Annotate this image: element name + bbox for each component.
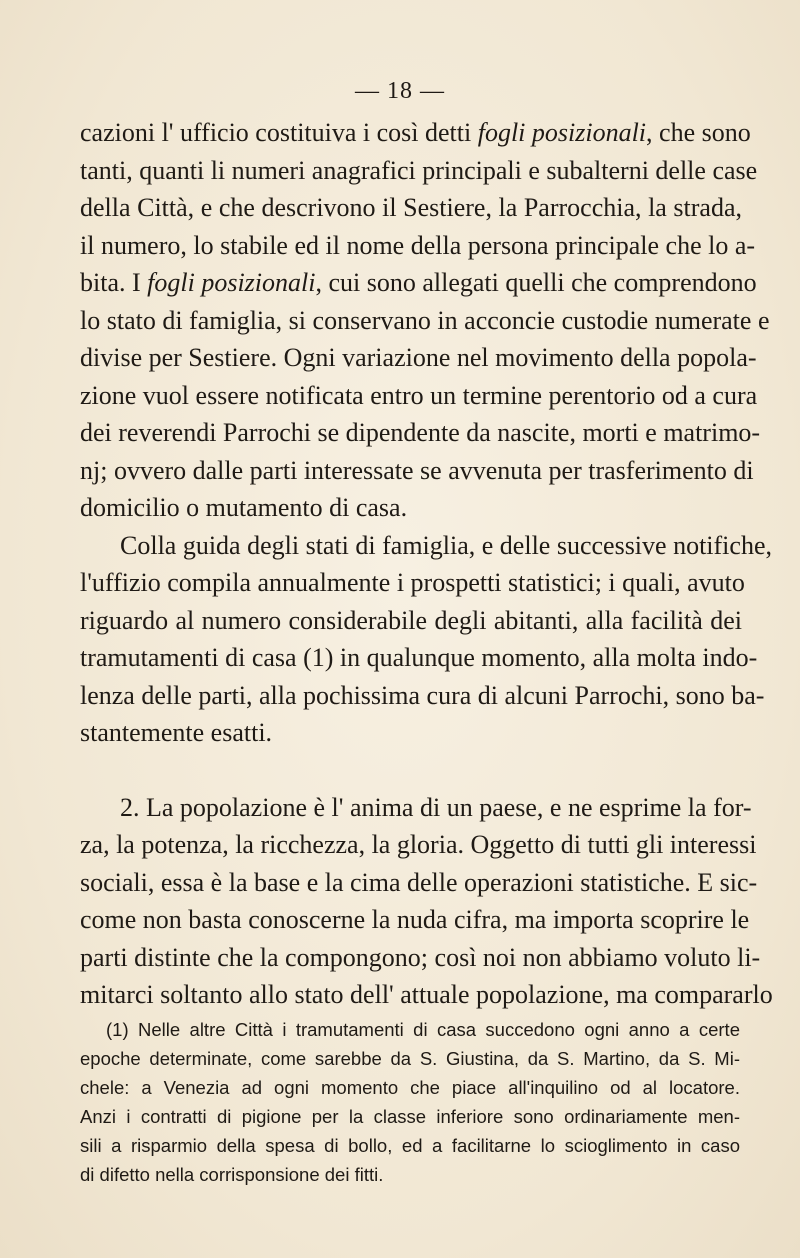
text-line: parti distinte che la compongono; così noi non abbiamo voluto li-: [80, 942, 761, 972]
text-line: Colla guida degli stati di famiglia, e delle successive notifiche,: [120, 530, 772, 560]
text-line: stantemente esatti.: [80, 718, 273, 747]
footnote-line: epoche determinate, come sarebbe da S. Giustina, da S. Martino, da S. Mi-: [80, 1048, 740, 1069]
footnote-line: Anzi i contratti di pigione per la classe inferiore sono ordinariamente men-: [80, 1106, 740, 1127]
text-line: lenza delle parti, alla pochissima cura di alcuni Parrochi, sono ba-: [80, 680, 765, 710]
text-segment: , cui sono allegati quelli che comprendono: [315, 268, 757, 297]
text-segment: , che sono: [646, 118, 751, 147]
italic-term: fogli posizionali: [147, 268, 316, 297]
text-line: zione vuol essere notificata entro un termine perentorio od a cura: [80, 380, 758, 410]
text-line: 2. La popolazione è l' anima di un paese, e ne esprime la for-: [120, 792, 752, 822]
footnote-line: di difetto nella corrisponsione dei fitti.: [80, 1164, 384, 1185]
text-line: riguardo al numero considerabile degli abitanti, alla facilità dei: [80, 605, 742, 635]
paragraph-2: [80, 527, 772, 752]
paragraph-1: [80, 114, 770, 527]
text-line: tramutamenti di casa (1) in qualunque momento, alla molta indo-: [80, 643, 758, 672]
text-line: tanti, quanti li numeri anagrafici principali e subalterni delle case: [80, 155, 758, 185]
text-line: [80, 264, 757, 302]
footnote: [80, 1015, 740, 1189]
text-line: nj; ovvero dalle parti interessate se avvenuta per trasferimento di: [80, 455, 754, 485]
text-line: come non basta conoscerne la nuda cifra, ma importa scoprire le: [80, 905, 750, 934]
text-line: mitarci soltanto allo stato dell' attuale popolazione, ma compararlo: [80, 980, 773, 1009]
text-line: lo stato di famiglia, si conservano in acconcie custodie numerate e: [80, 305, 770, 335]
footnote-line: sili a risparmio della spesa di bollo, ed a facilitarne lo scioglimento in caso: [80, 1135, 740, 1156]
text-line: [80, 114, 751, 152]
text-line: domicilio o mutamento di casa.: [80, 493, 408, 522]
text-line: za, la potenza, la ricchezza, la gloria. Oggetto di tutti gli interessi: [80, 830, 757, 859]
text-segment: bita. I: [80, 268, 148, 297]
footnote-line: chele: a Venezia ad ogni momento che piace all'inquilino od al locatore.: [80, 1077, 740, 1098]
paragraph-spacer: [80, 752, 742, 789]
paragraph-3: [80, 789, 773, 1014]
text-line: divise per Sestiere. Ogni variazione nel movimento della popola-: [80, 343, 757, 372]
text-line: dei reverendi Parrochi se dipendente da nascite, morti e matrimo-: [80, 418, 761, 447]
footnote-line: (1) Nelle altre Città i tramutamenti di casa succedono ogni anno a certe: [106, 1019, 740, 1040]
text-line: il numero, lo stabile ed il nome della persona principale che lo a-: [80, 230, 756, 260]
text-line: l'uffizio compila annualmente i prospetti statistici; i quali, avuto: [80, 568, 745, 597]
body-text: [80, 114, 773, 1014]
italic-term: fogli posizionali: [477, 118, 647, 147]
text-line: della Città, e che descrivono il Sestiere, la Parrocchia, la strada,: [80, 193, 742, 222]
text-line: sociali, essa è la base e la cima delle operazioni statistiche. E sic-: [80, 867, 758, 897]
text-segment: cazioni l' ufficio costituiva i così detti: [80, 118, 478, 147]
page-number: — 18 —: [355, 78, 445, 104]
